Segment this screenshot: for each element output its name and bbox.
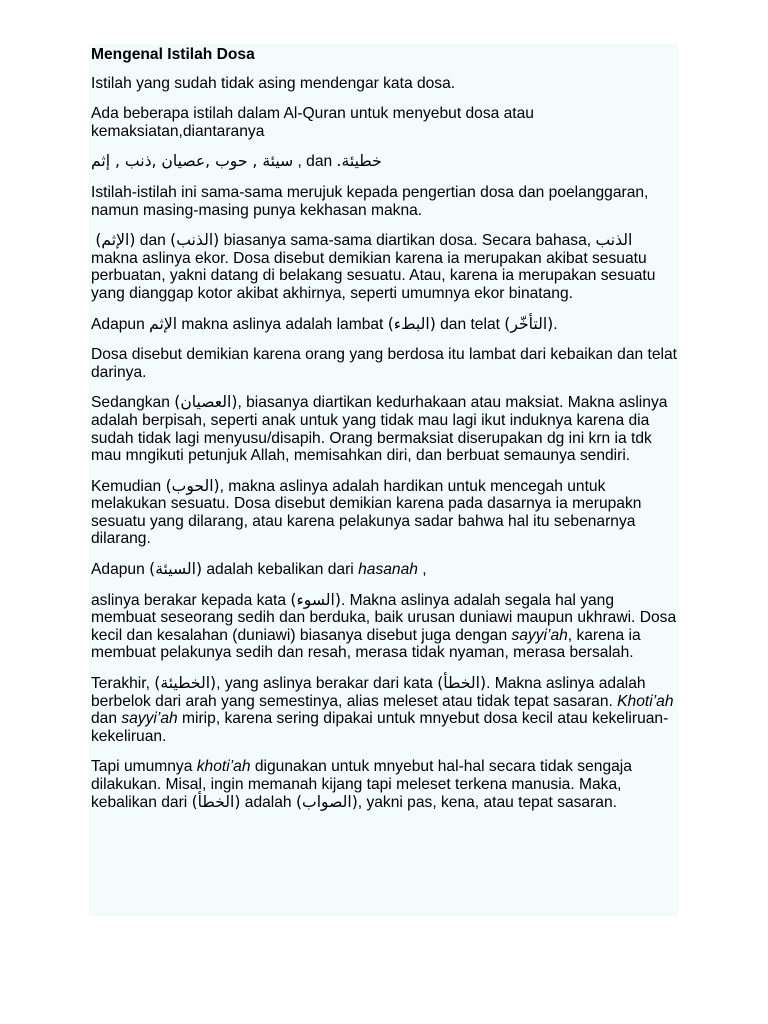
- arabic-term-khatiah: خطيئة.: [336, 152, 382, 171]
- italic-term-khotiah: Khoti’ah: [617, 692, 674, 710]
- arabic-term-su: (السوء): [290, 590, 341, 609]
- paragraph-13: [91, 758, 678, 811]
- paragraph-10: [91, 561, 678, 579]
- paragraph-2: Ada beberapa istilah dalam Al-Quran untuk menyebut dosa atau kemaksiatan,diantaranya: [91, 105, 534, 140]
- paragraph-3-dan: dan: [306, 153, 333, 171]
- arabic-terms: سيئة , حوب ,عصيان ,ذنب , إثم: [91, 152, 294, 171]
- paragraph-1: Istilah yang sudah tidak asing mendengar kata dosa.: [91, 74, 456, 92]
- paragraph-10-text-b: adalah kebalikan dari: [202, 561, 359, 579]
- italic-term-sayyiah: sayyi’ah: [511, 626, 568, 644]
- italic-term-hasanah: hasanah: [358, 561, 418, 579]
- arabic-term-sawab: (الصواب): [295, 792, 358, 811]
- arabic-term-isyan: (العصيان): [174, 393, 238, 412]
- arabic-term-khatiah-2: (الخطيئة): [154, 674, 217, 693]
- paragraph-8-text-b: , biasanya diartikan kedurhakaan atau maksiat. Makna aslinya adalah berpisah, seperti anak untuk yang tidak mau lagi ikut induknya karena dia sudah tidak lagi menyusu/disapih. Orang bermaksiat diserupakan dg ini krn ia tdk mau mngikuti petunjuk Allah, memisahkan diri, dan berbuat semaunya sendiri.: [91, 394, 668, 465]
- paragraph-6-text-a: Adapun: [91, 315, 150, 333]
- document-body: [89, 46, 678, 811]
- paragraph-9-text-b: , makna aslinya adalah hardikan untuk mencegah untuk melakukan sesuatu. Dosa disebut demikian karena pada dasarnya ia merupakn sesuatu yang dilarang, atau karena pelakunya sadar bahwa hal itu sebenarnya dilarang.: [91, 477, 642, 548]
- paragraph-13-text-b: digunakan untuk mnyebut hal-hal secara tidak sengaja dilakukan. Misal, ingin memanah kijang tapi meleset terkena manusia. Maka, kebalikan dari: [91, 758, 632, 811]
- arabic-term-khata-2: (الخطأ): [191, 792, 241, 811]
- paragraph-6-text-b: makna aslinya adalah lambat: [177, 315, 388, 333]
- paragraph-13-text-d: , yakni pas, kena, atau tepat sasaran.: [357, 793, 617, 811]
- paragraph-7: Dosa disebut demikian karena orang yang berdosa itu lambat dari kebaikan dan telat darinya.: [91, 346, 677, 381]
- paragraph-11-text-b: . Makna aslinya adalah segala hal yang membuat seseorang sedih dan berduka, baik urusan duniawi maupun ukhrawi. Dosa kecil dan kesalahan (duniawi) biasanya disebut juga dengan: [91, 591, 677, 644]
- arabic-term-hub: (الحوب): [165, 476, 220, 495]
- paragraph-11-text-c: , karena ia membuat pelakunya sedih dan resah, merasa tidak nyaman, merasa bersalah.: [91, 626, 641, 662]
- italic-term-khotiah-2: khoti’ah: [196, 758, 251, 776]
- paragraph-3: [91, 153, 678, 171]
- paragraph-11: [91, 592, 678, 662]
- paragraph-4: Istilah-istilah ini sama-sama merujuk kepada pengertian dosa dan poelanggaran, namun masing-masing punya kekhasan makna.: [91, 183, 649, 219]
- document-title: Mengenal Istilah Dosa: [91, 46, 255, 63]
- arabic-term-ithm-2: الإثم: [149, 314, 178, 333]
- arabic-term-but: (البطء): [387, 314, 436, 333]
- arabic-term-dhanb-2: الذنب: [595, 231, 633, 250]
- italic-term-sayyiah-2: sayyi’ah: [121, 710, 178, 728]
- paragraph-8: [91, 394, 678, 464]
- paragraph-5: [91, 232, 678, 302]
- paragraph-12-text-e: mirip, karena sering dipakai untuk mnyebut dosa kecil atau kekeliruan-kekeliruan.: [91, 710, 669, 745]
- arabic-term-sayyiah: (السيئة): [149, 560, 203, 579]
- arabic-term-ithm: (الإثم): [95, 231, 136, 250]
- paragraph-9: [91, 478, 678, 548]
- paragraph-10-text-a: Adapun: [91, 561, 150, 579]
- document-page: [89, 44, 678, 916]
- paragraph-13-text-c: adalah: [240, 793, 296, 811]
- paragraph-8-text-a: Sedangkan: [91, 394, 175, 412]
- paragraph-12-text-d: dan: [91, 710, 122, 728]
- paragraph-5-text-b: biasanya sama-sama diartikan dosa. Secara bahasa,: [219, 232, 596, 250]
- paragraph-11-text-a: aslinya berakar kepada kata: [91, 591, 291, 609]
- paragraph-6-text-c: dan telat: [435, 315, 505, 333]
- paragraph-13-text-a: Tapi umumnya: [91, 758, 197, 776]
- paragraph-3-and: ,: [293, 153, 307, 171]
- arabic-term-dhanb: (الذنب): [170, 231, 220, 250]
- paragraph-6: [91, 316, 678, 334]
- arabic-term-taakhkhur: (التأخّر): [504, 314, 554, 333]
- paragraph-12: [91, 675, 678, 745]
- paragraph-5-text-c: makna aslinya ekor. Dosa disebut demikian karena ia merupakan akibat sesuatu perbuatan, yakni datang di belakang sesuatu. Atau, karena ia merupakan sesuatu yang dianggap kotor akibat akhirnya, seperti umumnya ekor binatang.: [91, 249, 656, 302]
- paragraph-9-text-a: Kemudian: [91, 477, 166, 495]
- paragraph-5-text-a: dan: [135, 232, 171, 250]
- paragraph-6-text-d: .: [553, 315, 558, 333]
- arabic-term-khata: (الخطأ): [437, 674, 487, 693]
- paragraph-10-text-c: ,: [417, 561, 427, 579]
- paragraph-12-text-c: . Makna aslinya adalah berbelok dari arah yang semestinya, alias meleset atau tidak tepat sasaran.: [91, 675, 646, 710]
- paragraph-12-text-a: Terakhir,: [91, 675, 155, 693]
- paragraph-12-text-b: , yang aslinya berakar dari kata: [216, 675, 438, 693]
